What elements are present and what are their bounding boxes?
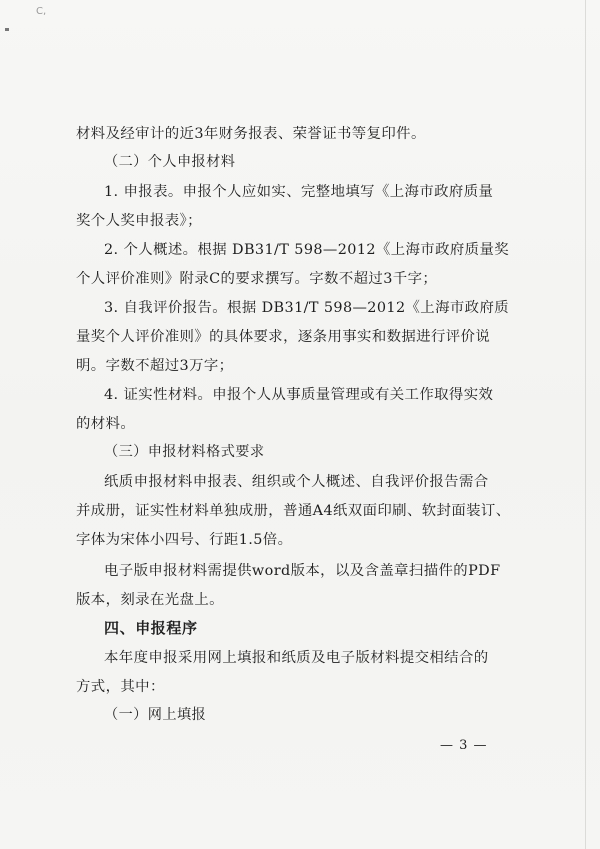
body-line: 个人评价准则》附录C的要求撰写。字数不超过3千字； [76, 271, 438, 287]
page-number: — 3 — [440, 738, 488, 753]
body-line: 2. 个人概述。根据 DB31/T 598—2012《上海市政府质量奖 [104, 242, 510, 258]
body-line: 电子版申报材料需提供word版本，以及含盖章扫描件的PDF [104, 563, 501, 579]
body-line: 方式，其中： [76, 679, 165, 695]
body-line: 量奖个人评价准则》的具体要求，逐条用事实和数据进行评价说 [76, 329, 491, 345]
body-line: 纸质申报材料申报表、组织或个人概述、自我评价报告需合 [104, 474, 489, 490]
body-line: 4. 证实性材料。申报个人从事质量管理或有关工作取得实效 [104, 387, 494, 403]
body-line: 字体为宋体小四号、行距1.5倍。 [76, 532, 293, 548]
subheading-online-filing: （一）网上填报 [104, 707, 207, 723]
scan-edge [585, 0, 586, 849]
subheading-format-requirements: （三）申报材料格式要求 [104, 444, 265, 460]
body-line: 明。字数不超过3万字； [76, 358, 234, 374]
subheading-personal-materials: （二）个人申报材料 [104, 154, 236, 170]
section-heading-procedure: 四、申报程序 [104, 619, 198, 637]
scan-corner-mark: C, [36, 6, 47, 17]
body-line: 1. 申报表。申报个人应如实、完整地填写《上海市政府质量 [104, 184, 494, 200]
body-line: 版本，刻录在光盘上。 [76, 592, 224, 608]
scan-dot [5, 28, 9, 31]
body-line: 的材料。 [76, 416, 136, 432]
body-line: 奖个人奖申报表》； [76, 213, 202, 229]
body-line: 本年度申报采用网上填报和纸质及电子版材料提交相结合的 [104, 650, 489, 666]
body-line: 并成册，证实性材料单独成册，普通A4纸双面印刷、软封面装订、 [76, 503, 511, 519]
body-line: 3. 自我评价报告。根据 DB31/T 598—2012《上海市政府质 [104, 300, 510, 316]
body-line: 材料及经审计的近3年财务报表、荣誉证书等复印件。 [76, 126, 426, 142]
